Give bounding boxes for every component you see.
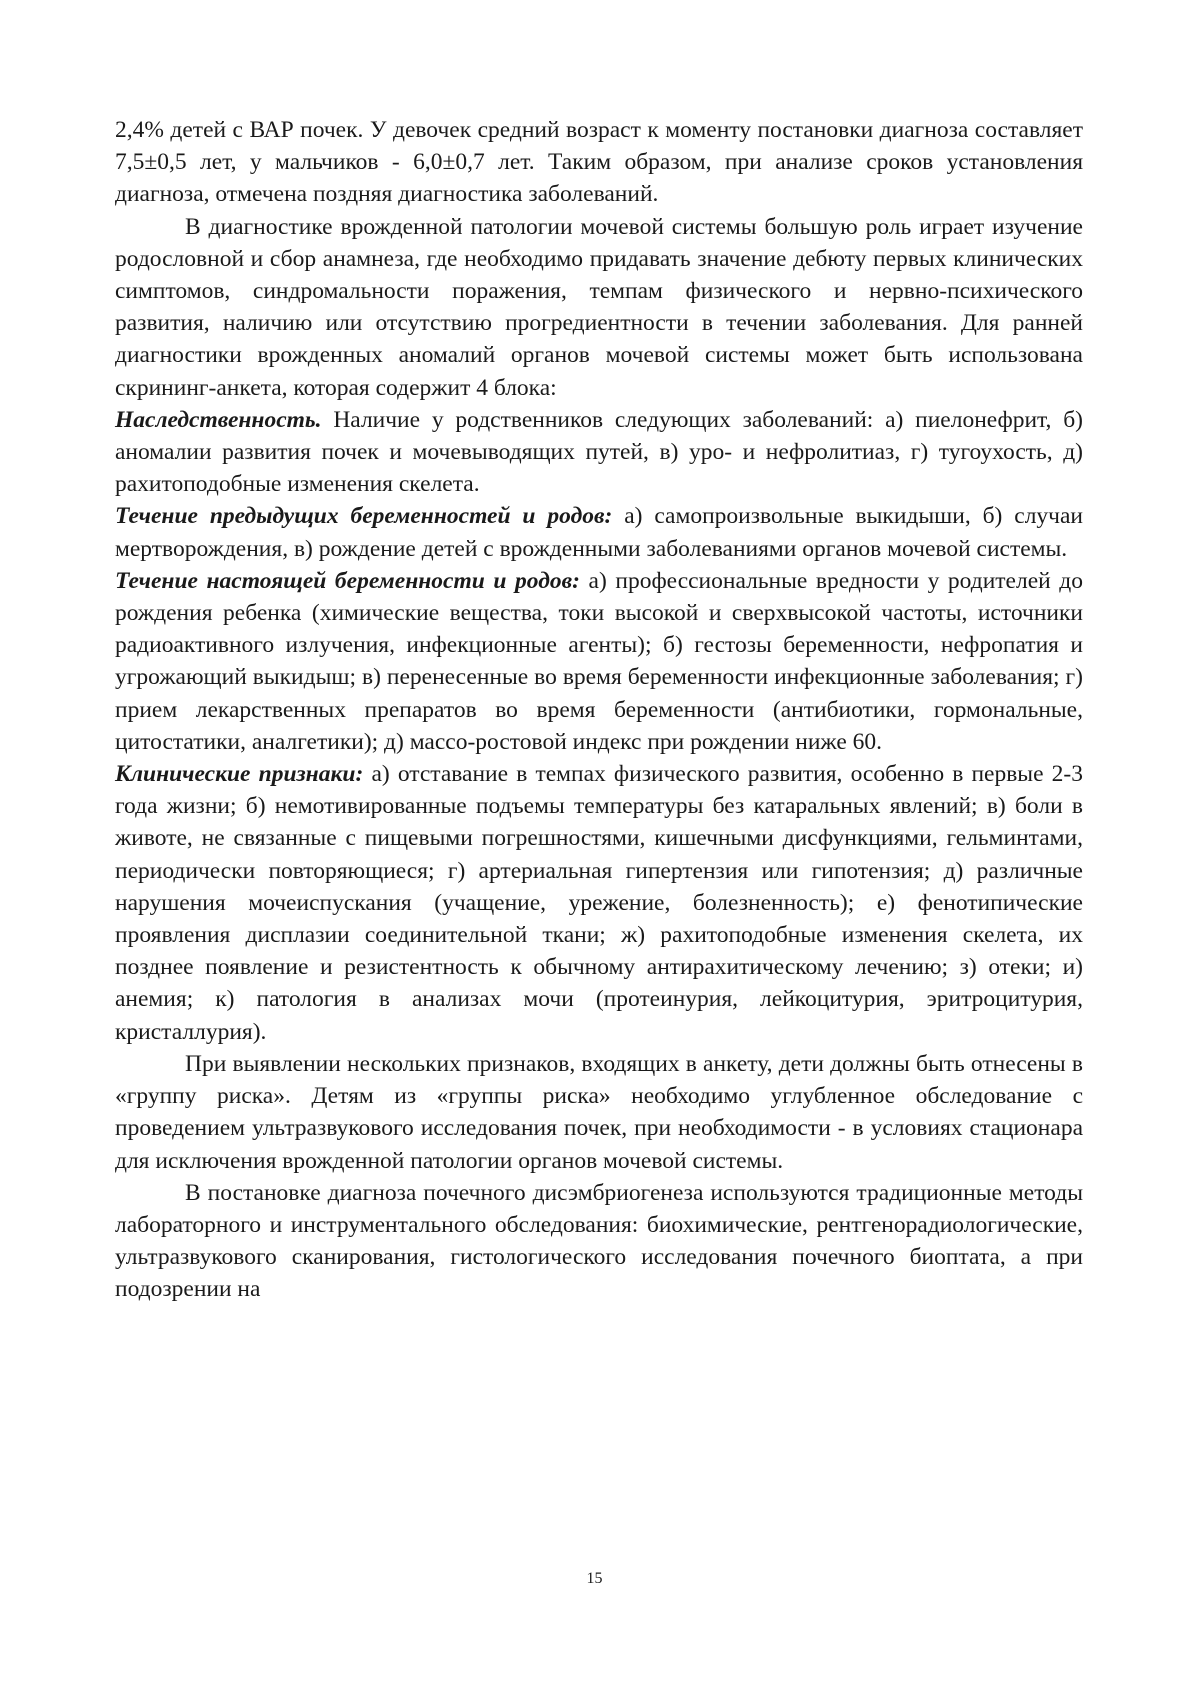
paragraph-lead-heading: Течение предыдущих беременностей и родов: [115, 503, 613, 530]
paragraph-lead-heading: Наследственность. [115, 406, 322, 433]
paragraph-text: При выявлении нескольких признаков, входящих в анкету, дети должны быть отнесены в «группу риска». Детям из «группы риска» необходимо углубленное обследование с проведением ультразвукового исследования почек, при необходимости - в условиях стационара для исключения врожденной патологии органов мочевой системы. [115, 1050, 1083, 1174]
paragraph-previous-pregnancies [115, 500, 1083, 564]
paragraph-current-pregnancy [115, 565, 1083, 758]
document-body [115, 114, 1083, 1306]
paragraph-text: Наличие у родственников следующих заболеваний: а) пиелонефрит, б) аномалии развития почек и мочевыводящих путей, в) уро- и нефролитиаз, г) тугоухость, д) рахитоподобные изменения скелета. [115, 406, 1083, 498]
paragraph-risk-group [115, 1048, 1083, 1177]
page-number: 15 [586, 1570, 603, 1587]
paragraph-methods [115, 1177, 1083, 1306]
paragraph-heredity [115, 404, 1083, 501]
paragraph-clinical-signs [115, 758, 1083, 1048]
paragraph-text: В диагностике врожденной патологии мочевой системы большую роль играет изучение родословной и сбор анамнеза, где необходимо придавать значение дебюту первых клинических симптомов, синдромальности поражения, темпам физического и нервно-психического развития, наличию или отсутствию прогредиентности в течении заболевания. Для ранней диагностики врожденных аномалий органов мочевой системы может быть использована скрининг-анкета, которая содержит 4 блока: [115, 213, 1083, 401]
paragraph-text: а) отставание в темпах физического развития, особенно в первые 2-3 года жизни; б) немотивированные подъемы температуры без катаральных явлений; в) боли в животе, не связанные с пищевыми погрешностями, кишечными дисфункциями, гельминтами, периодически повторяющиеся; г) артериальная гипертензия или гипотензия; д) различные нарушения мочеиспускания (учащение, урежение, болезненность); е) фенотипические проявления дисплазии соединительной ткани; ж) рахитоподобные изменения скелета, их позднее появление и резистентность к обычному антирахитическому лечению; з) отеки; и) анемия; к) патология в анализах мочи (протеинурия, лейкоцитурия, эритроцитурия, кристаллурия). [115, 761, 1083, 1045]
paragraph-diagnostics [115, 211, 1083, 404]
paragraph-text: 2,4% детей с ВАР почек. У девочек средний возраст к моменту постановки диагноза составляет 7,5±0,5 лет, у мальчиков - 6,0±0,7 лет. Таким образом, при анализе сроков установления диагноза, отмечена поздняя диагностика заболеваний. [115, 117, 1083, 208]
paragraph-text: а) профессиональные вредности у родителей до рождения ребенка (химические вещества, токи высокой и сверхвысокой частоты, источники радиоактивного излучения, инфекционные агенты); б) гестозы беременности, нефропатия и угрожающий выкидыш; в) перенесенные во время беременности инфекционные заболевания; г) прием лекарственных препаратов во время беременности (антибиотики, гормональные, цитостатики, аналгетики); д) массо-ростовой индекс при рождении ниже 60. [115, 567, 1083, 755]
paragraph-text: а) самопроизвольные выкидыши, б) случаи мертворождения, в) рождение детей с врожденными заболеваниями органов мочевой системы. [115, 503, 1084, 562]
paragraph-lead-heading: Течение настоящей беременности и родов: [115, 567, 580, 594]
paragraph-intro [115, 114, 1083, 211]
paragraph-text: В постановке диагноза почечного дисэмбриогенеза используются традиционные методы лабораторного и инструментального обследования: биохимические, рентгенорадиологические, ультразвукового сканирования, гистологического исследования почечного биоптата, а при подозрении на [115, 1179, 1083, 1303]
paragraph-lead-heading: Клинические признаки: [115, 761, 364, 788]
